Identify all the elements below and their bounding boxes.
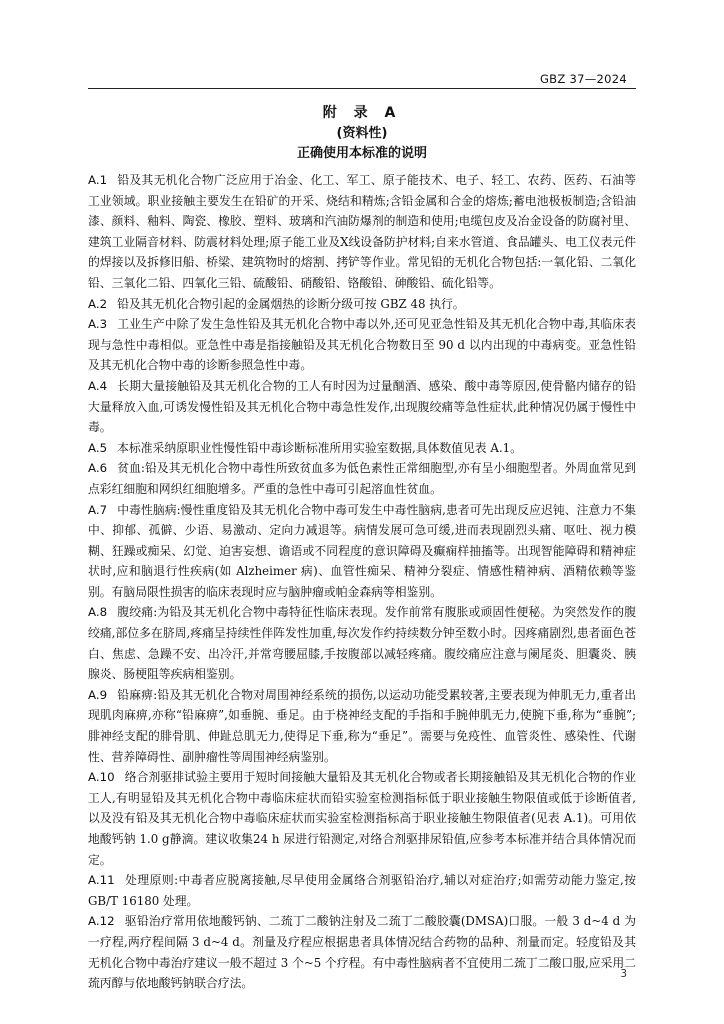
clause-number: A.1 bbox=[88, 173, 108, 187]
clause-text: 铅及其无机化合物广泛应用于冶金、化工、军工、原子能技术、电子、轻工、农药、医药、石油等工业领域。职业接触主要发生在铅矿的开采、烧结和精炼;含铅金属和合金的熔炼;蓄电池极板制造;含铅油漆、颜料、釉料、陶瓷、橡胶、塑料、玻璃和汽油防爆剂的制造和使用;电缆包皮及冶金设备的防腐衬里、建筑工业隔音材料、防震材料处理;原子能工业及X线设备防护材料;自来水管道、食品罐头、电工仪表元件的焊接以及拆修旧船、桥梁、建筑物时的熔割、拷铲等作业。常见铅的无机化合物包括:一氧化铅、二氧化铅、三氧化二铅、四氧化三铅、硫酸铅、硝酸铅、铬酸铅、砷酸铅、硫化铅等。 bbox=[88, 173, 636, 290]
clause-text: 处理原则:中毒者应脱离接触,尽早使用金属络合剂驱铅治疗,辅以对症治疗;如需劳动能力鉴定,按 GB/T 16180 处理。 bbox=[88, 873, 636, 908]
clause-number: A.6 bbox=[88, 461, 108, 476]
clause-number: A.2 bbox=[88, 296, 108, 311]
clause-a12 bbox=[88, 911, 636, 993]
page-number: 3 bbox=[620, 968, 627, 980]
appendix-body bbox=[88, 170, 636, 994]
clause-number: A.12 bbox=[88, 914, 115, 929]
clause-number: A.8 bbox=[88, 605, 108, 620]
clause-number: A.7 bbox=[88, 502, 108, 517]
clause-a4 bbox=[88, 376, 636, 438]
clause-text: 贫血:铅及其无机化合物中毒性所致贫血多为低色素性正常细胞型,亦有呈小细胞型者。外周血常见到点彩红细胞和网织红细胞增多。严重的急性中毒可引起溶血性贫血。 bbox=[88, 461, 636, 496]
clause-text: 腹绞痛:为铅及其无机化合物中毒特征性临床表现。发作前常有腹胀或顽固性便秘。为突然发作的腹绞痛,部位多在脐周,疼痛呈持续性伴阵发性加重,每次发作约持续数分钟至数小时。因疼痛剧烈,患者面色苍白、焦虑、急躁不安、出冷汗,并常弯腰屈膝,手按腹部以减轻疼痛。腹绞痛应注意与阑尾炎、胆囊炎、胰腺炎、肠梗阻等疾病相鉴别。 bbox=[88, 605, 636, 682]
appendix-heading: 正确使用本标准的说明 bbox=[296, 146, 427, 161]
appendix-nature: (资料性) bbox=[336, 126, 388, 141]
clause-number: A.5 bbox=[88, 440, 108, 455]
clause-text: 中毒性脑病:慢性重度铅及其无机化合物中毒可发生中毒性脑病,患者可先出现反应迟钝、注意力不集中、抑郁、孤僻、少语、易激动、定向力减退等。病情发展可急可缓,进而表现剧烈头痛、呕吐、视力模糊、狂躁或痴呆、幻觉、迫害妄想、谵语或不同程度的意识障碍及癫痫样抽搐等。出现智能障碍和精神症状时,应和脑退行性疾病(如 Alzheimer 病)、血管性痴呆、精神分裂症、情感性精神病、酒精依赖等鉴别。有脑局限性损害的临床表现时应与脑肿瘤或帕金森病等相鉴别。 bbox=[88, 502, 636, 599]
clause-text: 本标准采纳原职业性慢性铅中毒诊断标准所用实验室数据,具体数值见表 A.1。 bbox=[117, 440, 522, 455]
header-rule bbox=[88, 88, 636, 89]
clause-text: 铅及其无机化合物引起的金属烟热的诊断分级可按 GBZ 48 执行。 bbox=[117, 296, 465, 311]
clause-text: 驱铅治疗常用依地酸钙钠、二巯丁二酸钠注射及二巯丁二酸胶囊(DMSA)口服。一般 3 d~4 d 为一疗程,两疗程间隔 3 d~4 d。剂量及疗程应根据患者具体情况结合药物的品种、剂量而定。轻度铅及其无机化合物中毒治疗建议一般不超过 3 个~5 个疗程。有中毒性脑病者不宜使用二巯丁二酸口服,应采用二巯丙醇与依地酸钙钠联合疗法。 bbox=[88, 914, 636, 991]
clause-number: A.10 bbox=[88, 770, 115, 785]
clause-a7 bbox=[88, 500, 636, 603]
clause-a6 bbox=[88, 458, 636, 499]
clause-text: 铅麻痹:铅及其无机化合物对周围神经系统的损伤,以运动功能受累较著,主要表现为伸肌无力,重者出现肌肉麻痹,亦称“铅麻痹”,如垂腕、垂足。由于桡神经支配的手指和手腕伸肌无力,使腕下垂,称为“垂腕”;腓神经支配的腓骨肌、伸趾总肌无力,使得足下垂,称为“垂足”。需要与免疫性、血管炎性、感染性、代谢性、营养障碍性、副肿瘤性等周围神经病鉴别。 bbox=[88, 687, 636, 764]
clause-number: A.4 bbox=[88, 378, 108, 393]
clause-a1 bbox=[88, 170, 636, 294]
clause-a3 bbox=[88, 314, 636, 376]
clause-a2 bbox=[88, 294, 636, 315]
standard-code: GBZ 37—2024 bbox=[539, 72, 627, 86]
clause-a9 bbox=[88, 685, 636, 767]
clause-a8 bbox=[88, 602, 636, 684]
clause-text: 长期大量接触铅及其无机化合物的工人有时因为过量酗酒、感染、酸中毒等原因,使骨骼内储存的铅大量释放入血,可诱发慢性铅及其无机化合物中毒急性发作,出现腹绞痛等急性症状,此种情况仍属于慢性中毒。 bbox=[88, 378, 636, 435]
clause-text: 工业生产中除了发生急性铅及其无机化合物中毒以外,还可见亚急性铅及其无机化合物中毒,其临床表现与急性中毒相似。亚急性中毒是指接触铅及其无机化合物数日至 90 d 以内出现的中毒病变。亚急性铅及其无机化合物中毒的诊断参照急性中毒。 bbox=[88, 317, 636, 373]
clause-number: A.3 bbox=[88, 317, 108, 332]
appendix-title: 附 录 A bbox=[322, 105, 402, 121]
clause-a10 bbox=[88, 767, 636, 870]
clause-text: 络合剂驱排试验主要用于短时间接触大量铅及其无机化合物或者长期接触铅及其无机化合物的作业工人,有明显铅及其无机化合物中毒临床症状而铅实验室检测指标低于职业接触生物限值或低于诊断值者,以及没有铅及其无机化合物中毒临床症状而实验室检测指标高于职业接触生物限值者(见表 A.1)。可用依地酸钙钠 1.0 g静滴。建议收集24 h 尿进行铅测定,对络合剂驱排尿铅值,应参考本标准并结合具体情况而定。 bbox=[88, 770, 636, 867]
clause-a11 bbox=[88, 870, 636, 911]
clause-number: A.11 bbox=[88, 873, 115, 888]
clause-number: A.9 bbox=[88, 687, 108, 702]
clause-a5 bbox=[88, 438, 636, 459]
